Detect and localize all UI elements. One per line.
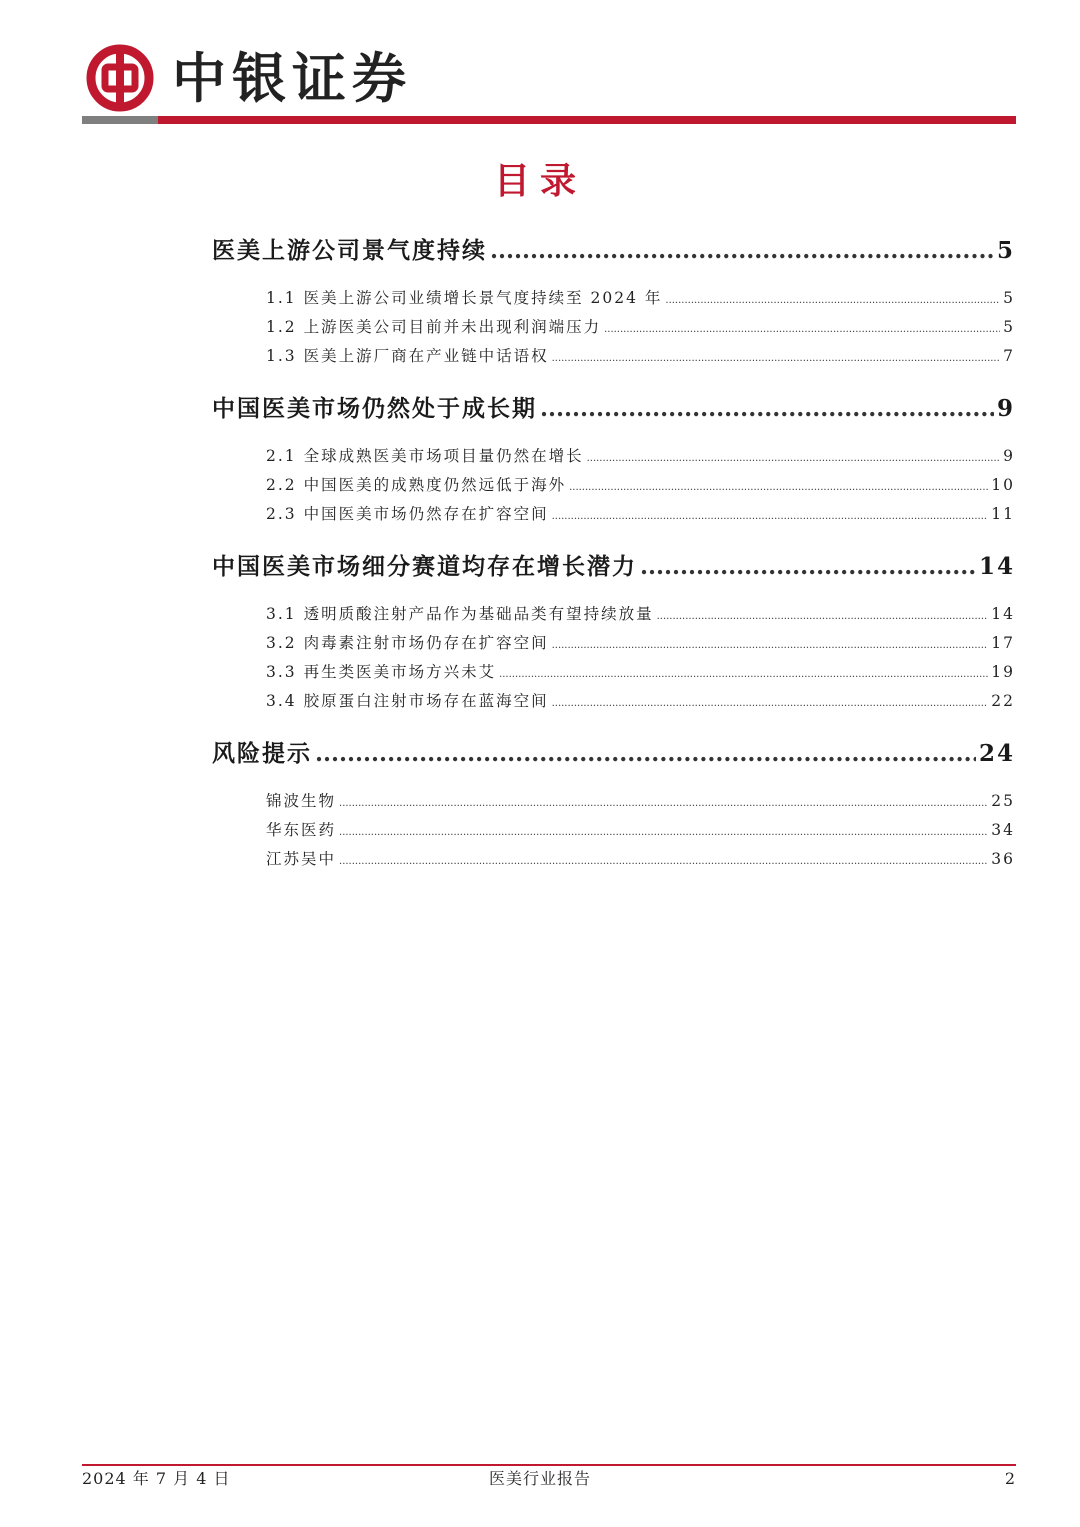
toc-item-4-3[interactable] — [266, 847, 1015, 869]
toc-leader-dots — [315, 740, 976, 767]
toc-item-3-1[interactable] — [266, 602, 1015, 624]
toc-item-label: 2.1 全球成熟医美市场项目量仍然在增长 — [266, 447, 584, 465]
toc-item-page: 22 — [991, 692, 1015, 710]
header-rule-red — [158, 116, 1016, 124]
bank-of-china-logo-icon — [86, 44, 154, 112]
toc-item-page: 7 — [1003, 347, 1015, 365]
toc-item-2-2[interactable] — [266, 473, 1015, 495]
footer-rule — [82, 1464, 1016, 1466]
toc-leader-dots — [640, 553, 976, 580]
footer-page-number: 2 — [1004, 1469, 1016, 1488]
toc-section-1[interactable] — [212, 232, 1015, 265]
toc-item-label: 3.4 胶原蛋白注射市场存在蓝海空间 — [266, 692, 549, 710]
toc-section-label: 中国医美市场仍然处于成长期 — [212, 395, 537, 422]
toc-item-4-1[interactable] — [266, 789, 1015, 811]
toc-leader-dots — [339, 798, 988, 809]
toc-item-page: 5 — [1003, 318, 1015, 336]
toc-item-page: 36 — [991, 850, 1015, 868]
toc-item-page: 5 — [1003, 289, 1015, 307]
toc-section-2[interactable] — [212, 390, 1015, 423]
toc-item-1-1[interactable] — [266, 286, 1015, 308]
toc-item-label: 3.3 再生类医美市场方兴未艾 — [266, 663, 497, 681]
toc-leader-dots — [552, 353, 1001, 364]
toc-leader-dots — [540, 395, 994, 422]
toc-leader-dots — [552, 698, 989, 709]
toc-section-label: 风险提示 — [212, 740, 312, 767]
toc-leader-dots — [552, 511, 989, 522]
header-rule-gray — [82, 116, 158, 124]
toc-item-label: 1.2 上游医美公司目前并未出现利润端压力 — [266, 318, 602, 336]
toc-item-3-4[interactable] — [266, 689, 1015, 711]
footer-report-type: 医美行业报告 — [488, 1469, 591, 1488]
toc-leader-dots — [569, 482, 988, 493]
toc-title: 目录 — [493, 160, 586, 202]
toc-item-page: 19 — [991, 663, 1015, 681]
toc-item-2-3[interactable] — [266, 502, 1015, 524]
toc-item-label: 华东医药 — [266, 821, 337, 839]
toc-item-4-2[interactable] — [266, 818, 1015, 840]
toc-section-4[interactable] — [212, 735, 1015, 768]
toc-section-label: 医美上游公司景气度持续 — [212, 237, 487, 264]
toc-item-page: 9 — [1003, 447, 1015, 465]
toc-item-3-3[interactable] — [266, 660, 1015, 682]
toc-item-3-2[interactable] — [266, 631, 1015, 653]
toc-item-label: 1.3 医美上游厂商在产业链中话语权 — [266, 347, 549, 365]
toc-leader-dots — [490, 237, 994, 264]
toc-leader-dots — [657, 611, 989, 622]
toc-item-page: 11 — [991, 505, 1015, 523]
toc-leader-dots — [499, 669, 988, 680]
footer-date: 2024 年 7 月 4 日 — [82, 1469, 231, 1488]
toc-section-3[interactable] — [212, 548, 1015, 581]
toc-item-page: 17 — [991, 634, 1015, 652]
toc-section-page: 14 — [978, 553, 1015, 580]
toc-item-label: 江苏吴中 — [266, 850, 337, 868]
toc-item-label: 锦波生物 — [266, 792, 337, 810]
toc-item-label: 3.2 肉毒素注射市场仍存在扩容空间 — [266, 634, 549, 652]
toc-item-label: 2.2 中国医美的成熟度仍然远低于海外 — [266, 476, 567, 494]
toc-item-page: 14 — [991, 605, 1015, 623]
toc-leader-dots — [587, 453, 1001, 464]
toc-leader-dots — [665, 295, 1000, 306]
brand-name: 中银证券 — [172, 46, 412, 110]
toc-section-label: 中国医美市场细分赛道均存在增长潜力 — [212, 553, 637, 580]
toc-item-page: 34 — [991, 821, 1015, 839]
toc-item-1-3[interactable] — [266, 344, 1015, 366]
toc-item-2-1[interactable] — [266, 444, 1015, 466]
toc-item-page: 25 — [991, 792, 1015, 810]
toc-item-label: 2.3 中国医美市场仍然存在扩容空间 — [266, 505, 549, 523]
toc-item-page: 10 — [991, 476, 1015, 494]
toc-section-page: 9 — [996, 395, 1015, 422]
toc-item-label: 1.1 医美上游公司业绩增长景气度持续至 2024 年 — [266, 289, 663, 307]
toc-leader-dots — [552, 640, 989, 651]
toc-section-page: 24 — [978, 740, 1015, 767]
toc-item-label: 3.1 透明质酸注射产品作为基础品类有望持续放量 — [266, 605, 654, 623]
toc-item-1-2[interactable] — [266, 315, 1015, 337]
toc-leader-dots — [604, 324, 1000, 335]
toc-section-page: 5 — [996, 237, 1015, 264]
toc-leader-dots — [339, 827, 988, 838]
toc-leader-dots — [339, 856, 988, 867]
